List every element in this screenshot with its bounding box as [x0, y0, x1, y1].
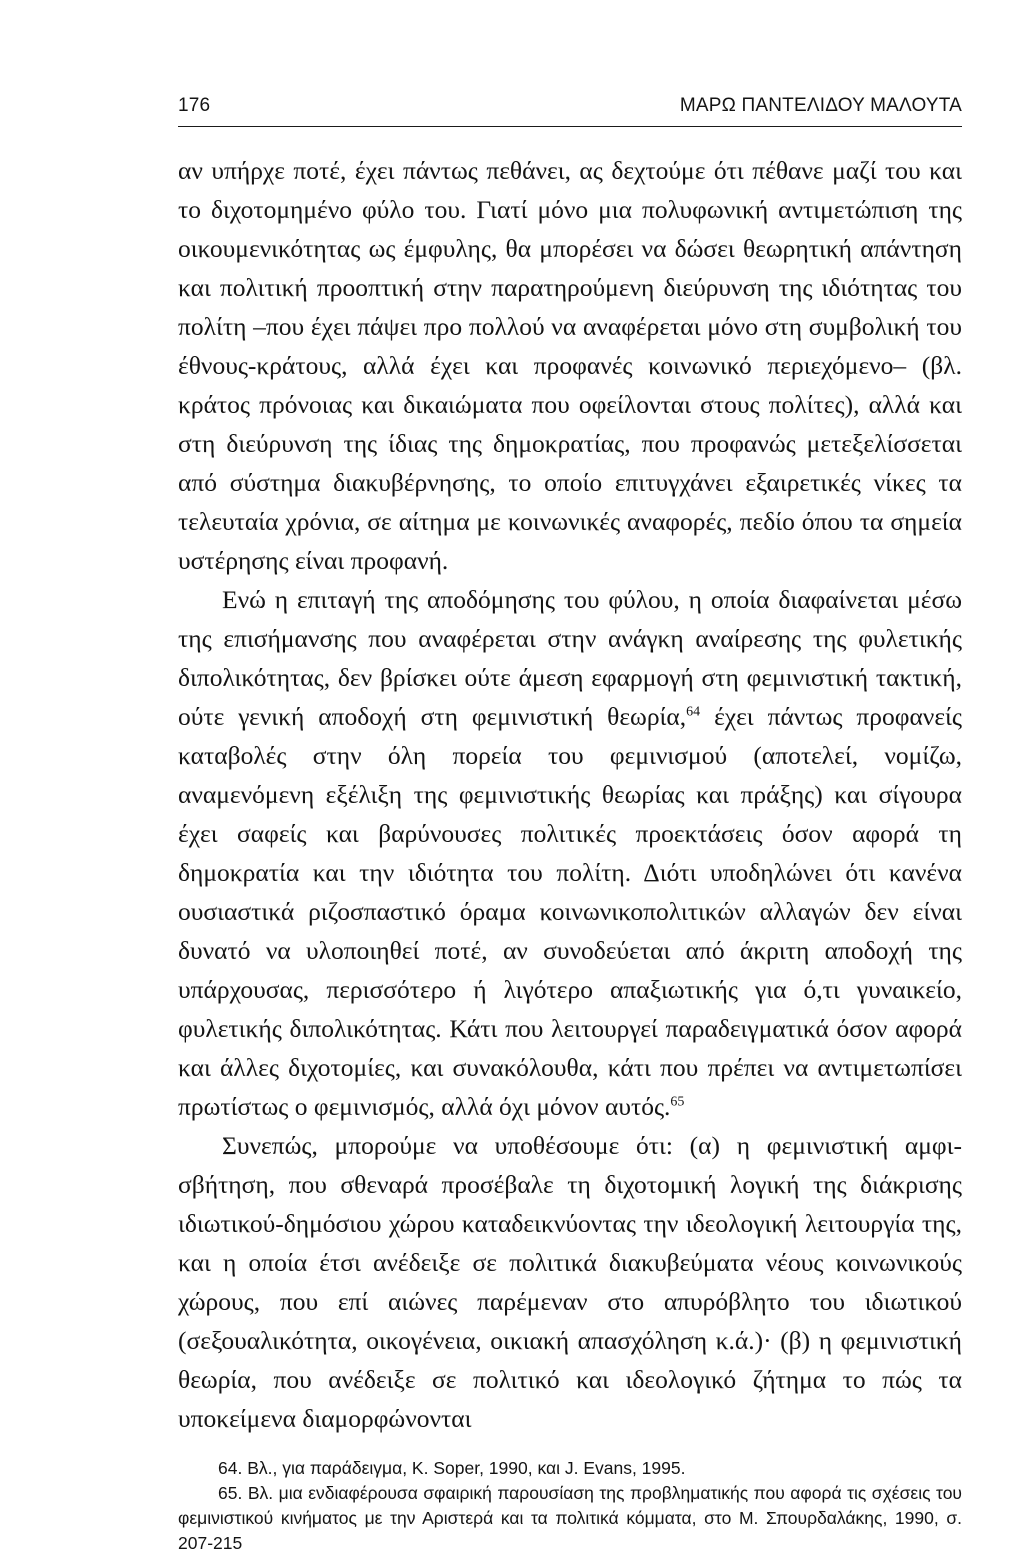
footnote-ref-64[interactable]: 64	[686, 704, 701, 720]
paragraph-2-part-a: Ενώ η επιταγή της αποδόμησης του φύλου, η οποία διαφαίνεται μέσω της επισήμανσης που αναφέρεται στην ανάγκη αναίρεσης της φυλετικής διπολικότητας, δεν βρίσκει ούτε άμεση εφαρμογή στη φεμινιστική τακτική, ούτε γενική αποδοχή στη φεμινιστική θεωρία,	[178, 585, 962, 731]
paragraph-2-part-b: έχει πάντως προφανείς καταβολές στην όλη πορεία του φεμινισμού (αποτελεί, νομίζω, αναμενόμενη εξέλιξη της φεμινιστικής θεωρίας και πράξης) και σίγουρα έχει σαφείς και βαρύνουσες πολιτικές προεκτάσεις όσον αφορά τη δημοκρατία και την ιδιότητα του πολίτη. Διότι υποδηλώνει ότι κανένα ουσιαστικά ριζοσπαστικό όραμα κοινωνικοπολιτικών αλλαγών δεν είναι δυνατό να υλοποιηθεί ποτέ, αν συνοδεύεται από άκριτη αποδοχή της υπάρχουσας, περισσότερο ή λιγότερο απαξιωτικής για ό,τι γυναικείο, φυλετικής διπολικότητας. Κάτι που λειτουργεί παραδειγματικά όσον αφορά και άλλες διχοτομίες, και συνακόλουθα, κάτι που πρέπει να αντιμετωπίσει πρωτίστως ο φεμινισμός, αλλά όχι μόνον αυτός.	[178, 702, 962, 1121]
footnote-64: 64. Βλ., για παράδειγμα, K. Soper, 1990, και J. Evans, 1995.	[218, 1458, 686, 1478]
page-number: 176	[178, 95, 211, 116]
footnote-65: 65. Βλ. μια ενδιαφέρουσα σφαιρική παρουσίαση της προβληματικής που αφορά τις σχέσεις του φεμινιστικού κινήματος με την Αριστερά και τα πολιτικά κόμματα, στο Μ. Σπουρδαλάκης, 1990, σ. 207-215	[178, 1483, 962, 1553]
main-text	[178, 151, 962, 1438]
book-page	[178, 0, 962, 1560]
header-rule	[178, 126, 962, 127]
running-head: ΜΑΡΩ ΠΑΝΤΕΛΙΔΟΥ ΜΑΛΟΥΤΑ	[679, 95, 962, 116]
paragraph-3: Συνεπώς, μπορούμε να υποθέσουμε ότι: (α) η φεμινιστική αμφισβήτηση, που σθεναρά προσέβαλε τη διχοτομική λογική της διάκρισης ιδιωτικού-δημόσιου χώρου καταδεικνύοντας την ιδεολογική λειτουργία της, και η οποία έτσι ανέδειξε σε πολιτικά διακυβεύματα νέους κοινωνικούς χώρους, που επί αιώνες παρέμεναν στο απυρόβλητο του ιδιωτικού (σεξουαλικότητα, οικογένεια, οικιακή απασχόληση κ.ά.)· (β) η φεμινιστική θεωρία, που ανέδειξε σε πολιτικό και ιδεολογικό ζήτημα το πώς τα υποκείμενα διαμορφώνονται	[178, 1131, 962, 1433]
paragraph-2	[178, 580, 962, 1126]
paragraph-1: αν υπήρχε ποτέ, έχει πάντως πεθάνει, ας δεχτούμε ότι πέθανε μαζί του και το διχοτομημένο φύλο του. Γιατί μόνο μια πολυφωνική αντιμετώπιση της οικουμενικότητας ως έμφυλης, θα μπορέσει να δώσει θεωρητική απάντηση και πολιτική προοπτική στην παρατηρούμενη διεύρυνση της ιδιότητας του πολίτη –που έχει πάψει προ πολλού να αναφέρεται μόνο στη συμβολική του έθνους-κράτους, αλλά έχει και προφανές κοινωνικό περιεχόμενο– (βλ. κράτος πρόνοιας και δικαιώματα που οφείλονται στους πολίτες), αλλά και στη διεύρυνση της ίδιας της δημοκρατίας, που προφανώς μετεξελίσσεται από σύστημα διακυβέρνησης, το οποίο επιτυγχάνει εξαιρετικές νίκες τα τελευταία χρόνια, σε αίτημα με κοινωνικές αναφορές, πεδίο όπου τα σημεία υστέρησης είναι προφανή.	[178, 156, 962, 575]
footnote-ref-65[interactable]: 65	[670, 1094, 685, 1110]
footnotes	[178, 1456, 962, 1556]
page-header	[178, 93, 962, 123]
